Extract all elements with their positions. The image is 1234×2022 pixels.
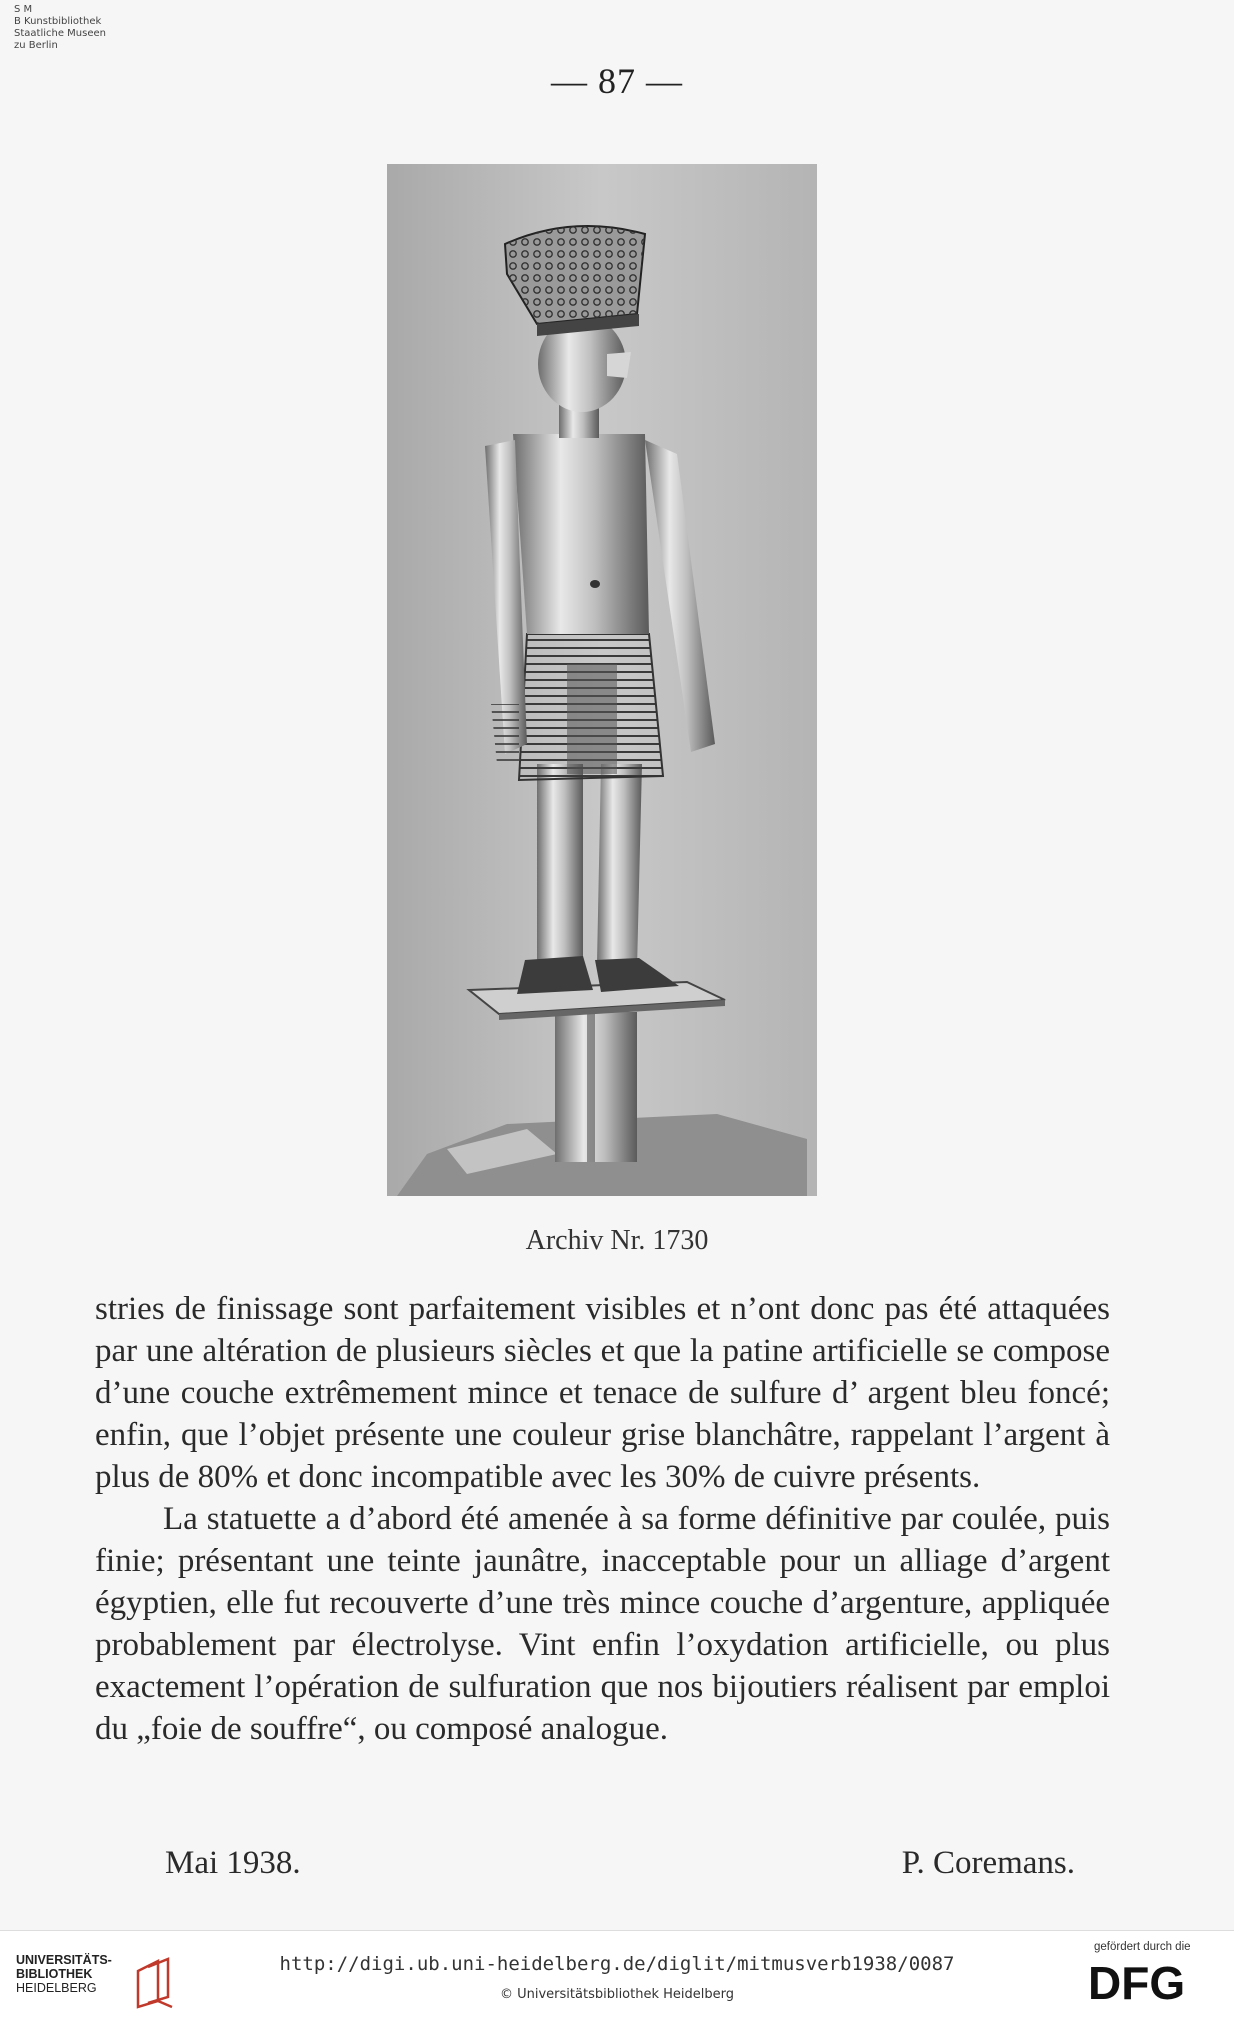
dfg-logo-icon [1084,1957,1204,2005]
paragraph: La statuette a d’abord été amenée à sa forme définitive par coulée, puis finie; présentant une teinte jaunâtre, inacceptable pour un alliage d’argent égyptien, elle fut recouverte d’une très mince couche d’argenture, appliquée probablement par électrolyse. Vint enfin l’oxydation artificielle, ou plus exactement l’opération de sulfuration que nos bijoutiers réalisent par emploi du „foie de souffre“, ou composé analogue. [95,1501,1110,1747]
date: Mai 1938. [165,1845,301,1881]
copyright-notice: © Universitätsbibliothek Heidelberg [499,1987,734,2002]
stamp-line: zu Berlin [14,40,58,51]
page-number: — 87 — [551,61,683,101]
statuette-photograph [387,164,817,1196]
funding-block[interactable] [1084,1941,1214,2005]
library-name-line: BIBLIOTHEK [16,1967,93,1981]
body-text [95,1288,1110,1750]
library-name-line: UNIVERSITÄTS- [16,1953,112,1967]
statuette-image [387,164,817,1196]
stamp-line: Staatliche Museen [14,28,106,39]
library-name-line: HEIDELBERG [16,1981,97,1995]
paragraph: stries de finissage sont parfaitement visibles et n’ont donc pas été attaquées par une altération de plusieurs siècles et que la patine artificielle se compose d’une couche extrêmement mince et tenace de sulfure d’ argent bleu foncé; enfin, que l’objet présente une couleur grise blanchâtre, rappelant l’argent à plus de 80% et donc incompatible avec les 30% de cuivre présents. [95,1291,1110,1495]
author-name: P. Coremans. [901,1845,1075,1881]
permalink-url[interactable]: http://digi.ub.uni-heidelberg.de/diglit/mitmusverb1938/0087 [279,1953,955,1975]
library-stamp [14,4,106,52]
footer-bar [0,1930,1234,2022]
dfg-logo-text: DFG [1088,1957,1186,2005]
stamp-line: S M [14,4,33,15]
stamp-line: B Kunstbibliothek [14,16,102,27]
figure-caption: Archiv Nr. 1730 [525,1225,709,1256]
funding-note: gefördert durch die [1094,1941,1191,1953]
